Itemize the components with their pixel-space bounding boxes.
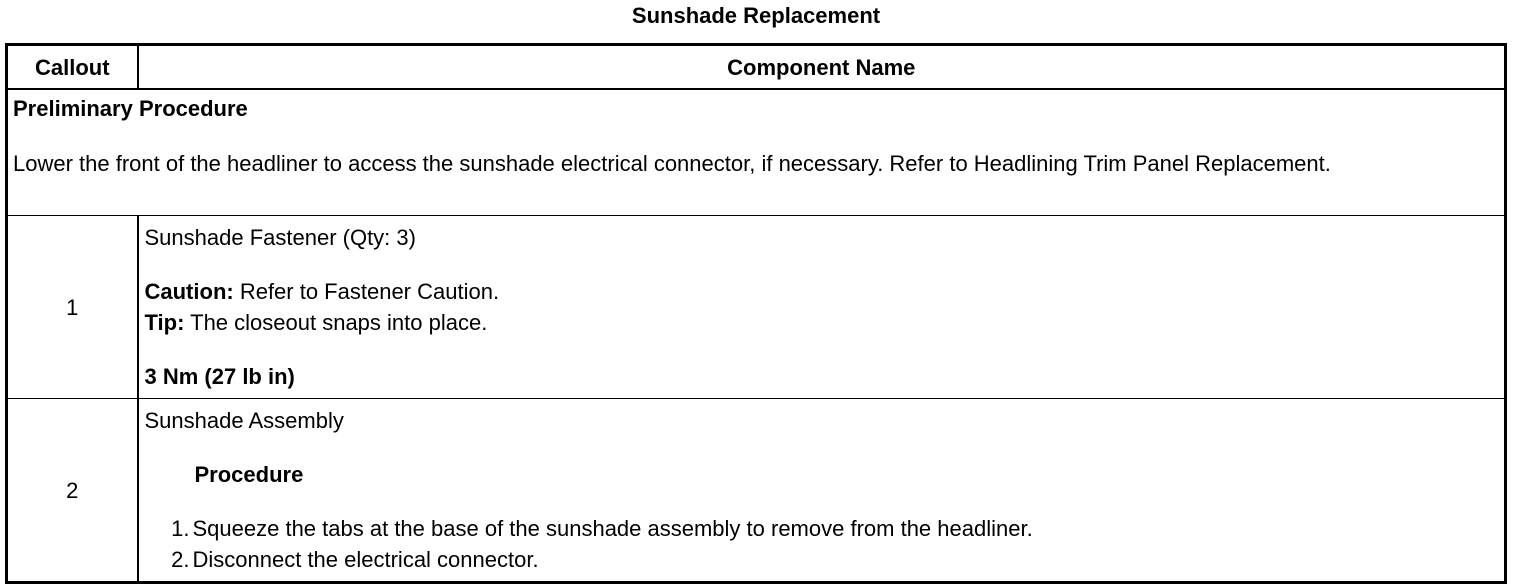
tip-label: Tip: (144, 310, 185, 335)
component-name: Sunshade Fastener (Qty: 3) (144, 225, 416, 250)
component-cell (138, 216, 1506, 399)
procedure-steps (145, 513, 1500, 575)
list-item (145, 544, 1500, 575)
preliminary-procedure-text: Lower the front of the headliner to access the sunshade electrical connector, if necessary. Refer to Headlining Trim Panel Replacement. (13, 151, 1331, 176)
component-name: Sunshade Assembly (144, 408, 344, 433)
caution-line (145, 276, 1500, 307)
table-header-row (7, 45, 1506, 90)
callout-column-header: Callout (7, 45, 138, 90)
caution-text: Refer to Fastener Caution. (233, 279, 500, 304)
procedure-table (5, 43, 1507, 584)
step-number: 1. (171, 516, 190, 541)
preliminary-procedure-title: Preliminary Procedure (13, 96, 248, 121)
tip-line (145, 307, 1500, 338)
table-row (7, 399, 1506, 583)
torque-spec: 3 Nm (27 lb in) (144, 364, 295, 389)
preliminary-procedure-cell (7, 89, 1506, 216)
tip-text: The closeout snaps into place. (184, 310, 488, 335)
preliminary-procedure-row (7, 89, 1506, 216)
list-item (145, 513, 1500, 544)
callout-number: 2 (7, 399, 138, 583)
step-text: Squeeze the tabs at the base of the sunshade assembly to remove from the headliner. (192, 516, 1033, 541)
step-text: Disconnect the electrical connector. (192, 547, 539, 572)
callout-number: 1 (7, 216, 138, 399)
procedure-heading: Procedure (194, 462, 304, 487)
component-name-column-header: Component Name (138, 45, 1506, 90)
table-row (7, 216, 1506, 399)
step-number: 2. (171, 547, 190, 572)
component-cell (138, 399, 1506, 583)
document-title: Sunshade Replacement (631, 3, 881, 28)
caution-label: Caution: (144, 279, 234, 304)
